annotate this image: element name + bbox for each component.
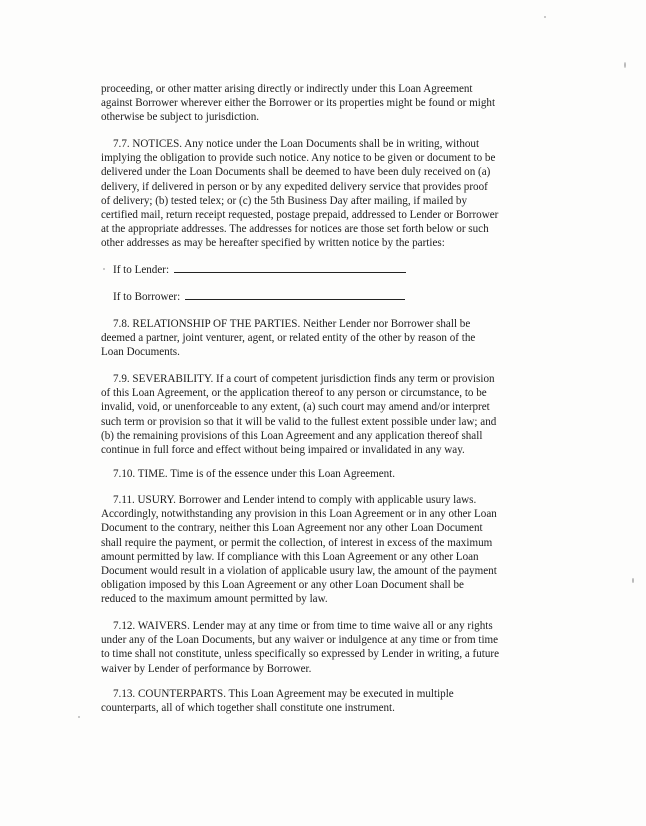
text-line: continue in full force and effect without being impaired or invalidated in any way. bbox=[101, 444, 465, 457]
text-line: deemed a partner, joint venturer, agent, or related entity of the other by reason of the bbox=[101, 332, 476, 345]
text-line: invalid, void, or unenforceable to any extent, (a) such court may amend and/or interpret bbox=[101, 401, 490, 414]
text-line: of delivery; (b) tested telex; or (c) the 5th Business Day after mailing, if mailed by bbox=[101, 194, 467, 207]
text-line: proceeding, or other matter arising directly or indirectly under this Loan Agreement bbox=[101, 83, 473, 95]
text-line: waiver by Lender of performance by Borrower. bbox=[101, 662, 312, 675]
borrower-address-row bbox=[113, 290, 405, 304]
text-line: (b) the remaining provisions of this Loan Agreement and any application thereof shall bbox=[101, 429, 483, 442]
text-line: other addresses as may be hereafter specified by written notice by the parties: bbox=[101, 237, 445, 250]
section-7-10-time bbox=[101, 467, 542, 481]
section-7-8-relationship bbox=[101, 317, 542, 360]
text-line: Accordingly, notwithstanding any provision in this Loan Agreement or in any other Loan bbox=[101, 508, 497, 521]
text-line: of this Loan Agreement, or the application thereof to any person or circumstance, to be bbox=[101, 387, 487, 400]
text-line: 7.8. RELATIONSHIP OF THE PARTIES. Neither Lender nor Borrower shall be bbox=[113, 318, 471, 330]
scan-speck bbox=[103, 268, 105, 270]
text-line: such term or provision so that it will be valid to the fullest extent possible under law; and bbox=[101, 415, 497, 428]
text-line: Loan Documents. bbox=[101, 346, 180, 359]
paragraph-continuation bbox=[101, 82, 542, 125]
text-line: 7.10. TIME. Time is of the essence under this Loan Agreement. bbox=[113, 468, 396, 480]
text-line: reduced to the maximum amount permitted by law. bbox=[101, 593, 328, 606]
text-line: certified mail, return receipt requested, postage prepaid, addressed to Lender or Borrower bbox=[101, 209, 499, 222]
borrower-address-blank[interactable] bbox=[185, 290, 405, 300]
section-7-13-counterparts bbox=[101, 687, 542, 715]
section-7-9-severability bbox=[101, 372, 542, 457]
text-line: 7.12. WAIVERS. Lender may at any time or from time to time waive all or any rights bbox=[113, 620, 493, 632]
text-line: to time shall not constitute, unless specifically so expressed by Lender in writing, a future bbox=[101, 648, 500, 661]
text-line: 7.7. NOTICES. Any notice under the Loan Documents shall be in writing, without bbox=[113, 138, 480, 150]
scan-speck bbox=[632, 578, 634, 583]
text-line: under any of the Loan Documents, but any waiver or indulgence at any time or from time bbox=[101, 634, 499, 647]
text-line: Document would result in a violation of applicable usury law, the amount of the payment bbox=[101, 565, 497, 578]
text-line: 7.13. COUNTERPARTS. This Loan Agreement may be executed in multiple bbox=[113, 688, 454, 700]
section-7-12-waivers bbox=[101, 619, 542, 676]
lender-label: If to Lender: bbox=[113, 264, 170, 276]
text-line: delivery, if delivered in person or by any expedited delivery service that provides proof bbox=[101, 180, 488, 193]
scan-speck bbox=[544, 16, 546, 18]
scan-speck bbox=[624, 62, 626, 68]
text-line: delivered under the Loan Documents shall be deemed to have been duly received on (a) bbox=[101, 166, 491, 179]
borrower-label: If to Borrower: bbox=[113, 291, 181, 303]
text-line: 7.11. USURY. Borrower and Lender intend to comply with applicable usury laws. bbox=[113, 494, 477, 506]
text-line: at the appropriate addresses. The addresses for notices are those set forth below or such bbox=[101, 223, 489, 236]
lender-address-blank[interactable] bbox=[174, 263, 406, 273]
text-line: against Borrower wherever either the Borrower or its properties might be found or might bbox=[101, 97, 496, 110]
text-line: shall require the payment, or permit the collection, of interest in excess of the maximum bbox=[101, 536, 493, 549]
text-line: Document to the contrary, neither this Loan Agreement nor any other Loan Document bbox=[101, 522, 483, 535]
scan-speck bbox=[78, 716, 80, 718]
section-7-11-usury bbox=[101, 493, 542, 607]
section-7-7-notices bbox=[101, 137, 542, 251]
text-line: amount permitted by law. If compliance with this Loan Agreement or any other Loan bbox=[101, 550, 479, 563]
text-line: otherwise be subject to jurisdiction. bbox=[101, 111, 260, 124]
text-line: implying the obligation to provide such notice. Any notice to be given or document to be bbox=[101, 152, 496, 165]
lender-address-row bbox=[113, 263, 406, 277]
text-line: counterparts, all of which together shall constitute one instrument. bbox=[101, 702, 395, 715]
text-line: 7.9. SEVERABILITY. If a court of competent jurisdiction finds any term or provision bbox=[113, 373, 495, 385]
text-line: obligation imposed by this Loan Agreement or any other Loan Document shall be bbox=[101, 579, 464, 592]
